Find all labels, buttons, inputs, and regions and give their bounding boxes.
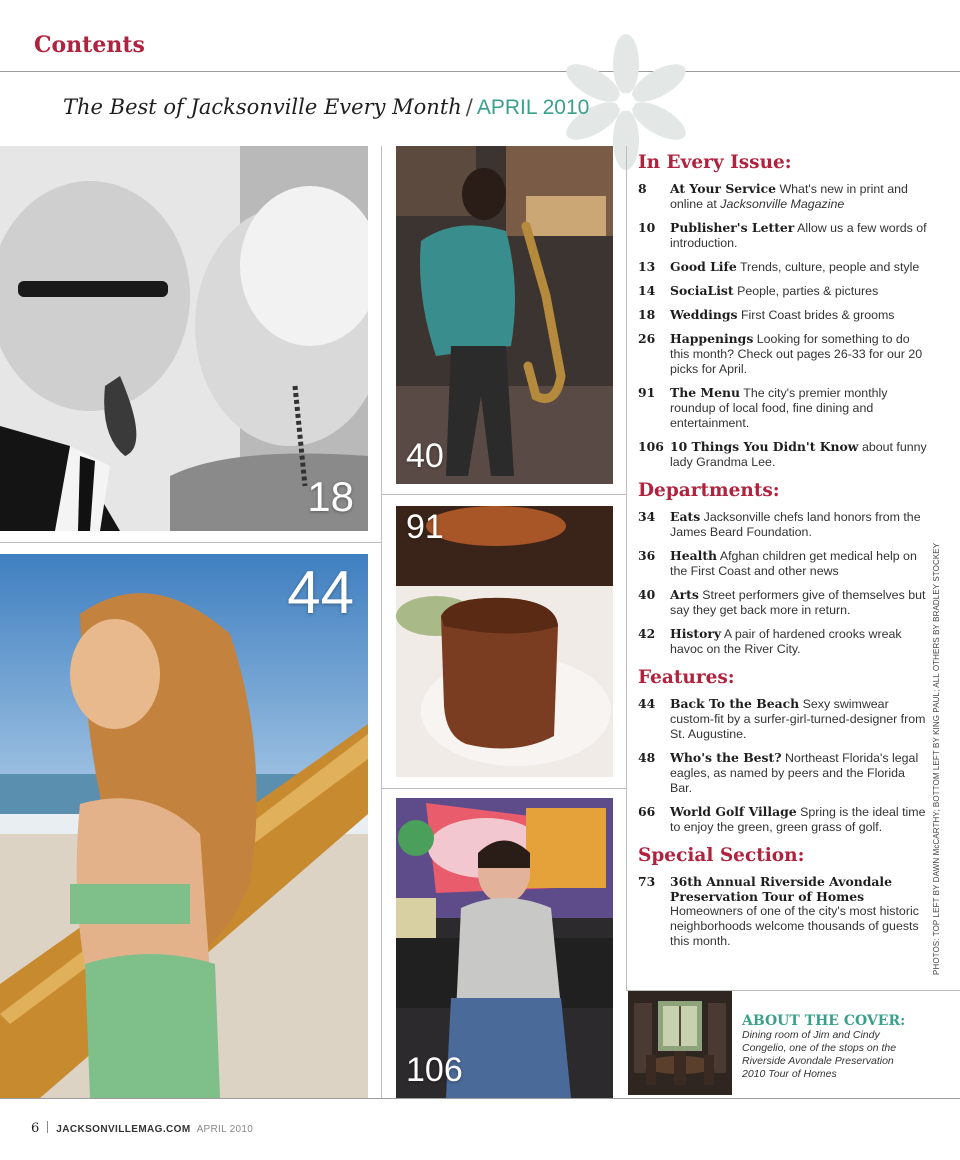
section-heading: Features: bbox=[638, 667, 735, 688]
saxophonist-image bbox=[396, 146, 613, 484]
toc-entry-title: Publisher's Letter bbox=[670, 220, 795, 235]
toc-entry[interactable] bbox=[638, 259, 928, 275]
toc-page-number: 44 bbox=[638, 696, 656, 711]
cover-thumbnail bbox=[628, 991, 732, 1095]
toc-entry[interactable] bbox=[638, 509, 928, 540]
photo-saxophonist[interactable] bbox=[396, 146, 613, 484]
toc-entry[interactable] bbox=[638, 874, 928, 949]
photo-couple[interactable] bbox=[0, 146, 368, 531]
toc-entry-title: 10 Things You Didn't Know bbox=[670, 439, 859, 454]
tagline-separator: / bbox=[465, 95, 473, 119]
toc-page-number: 14 bbox=[638, 283, 656, 298]
cover-heading: ABOUT THE COVER: bbox=[742, 1013, 906, 1029]
toc-entry-desc: Afghan children get medical help on the First Coast and other news bbox=[670, 549, 917, 578]
toc-entry[interactable] bbox=[638, 283, 928, 299]
photo-grid-divider bbox=[381, 494, 626, 495]
footer-divider bbox=[0, 1098, 960, 1099]
tagline-text: The Best of Jacksonville Every Month bbox=[63, 95, 462, 119]
photo-grid-divider bbox=[381, 146, 382, 1098]
about-the-cover[interactable] bbox=[626, 990, 960, 1098]
table-of-contents bbox=[638, 152, 928, 957]
toc-page-number: 40 bbox=[638, 587, 656, 602]
toc-entry[interactable] bbox=[638, 385, 928, 431]
toc-entry-title: History bbox=[670, 626, 722, 641]
issue-tagline bbox=[63, 95, 589, 120]
page-number-label: 40 bbox=[406, 437, 444, 475]
folio-page-number: 6 bbox=[31, 1121, 40, 1136]
page-number-label: 44 bbox=[287, 559, 354, 626]
toc-entry-title: The Menu bbox=[670, 385, 741, 400]
toc-page-number: 10 bbox=[638, 220, 656, 235]
photo-grandma[interactable] bbox=[396, 798, 613, 1098]
toc-entry[interactable] bbox=[638, 587, 928, 618]
toc-entry[interactable] bbox=[638, 626, 928, 657]
toc-entry-desc: Allow us a few words of introduction. bbox=[670, 221, 927, 250]
toc-entry-title: 36th Annual Riverside Avondale Preservation Tour of Homes bbox=[670, 874, 893, 904]
toc-entry-desc: about funny lady Grandma Lee. bbox=[670, 440, 927, 469]
toc-entry-desc: Jacksonville chefs land honors from the James Beard Foundation. bbox=[670, 510, 921, 539]
section-heading: In Every Issue: bbox=[638, 152, 792, 173]
toc-entry-title: Who's the Best? bbox=[670, 750, 782, 765]
photo-grid-divider bbox=[381, 788, 626, 789]
toc-entry-desc: Street performers give of themselves but say they get back more in return. bbox=[670, 588, 926, 617]
toc-entry-desc: A pair of hardened crooks wreak havoc on the River City. bbox=[670, 627, 902, 656]
toc-page-number: 91 bbox=[638, 385, 656, 400]
toc-page-number: 42 bbox=[638, 626, 656, 641]
toc-page-number: 48 bbox=[638, 750, 656, 765]
toc-entry-desc: People, parties & pictures bbox=[737, 284, 879, 298]
toc-page-number: 34 bbox=[638, 509, 656, 524]
page-number-label: 18 bbox=[307, 473, 354, 520]
toc-page-number: 8 bbox=[638, 181, 647, 196]
section-heading: Special Section: bbox=[638, 845, 805, 866]
toc-entry[interactable] bbox=[638, 181, 928, 212]
photo-steak[interactable] bbox=[396, 506, 613, 777]
toc-page-number: 73 bbox=[638, 874, 656, 889]
photo-credit: PHOTOS: TOP LEFT BY DAWN McCARTHY; BOTTOM LEFT BY KING PAUL; ALL OTHERS BY BRADLEY STOCKEY bbox=[932, 542, 941, 975]
toc-entry-title: World Golf Village bbox=[670, 804, 797, 819]
toc-entry-title: At Your Service bbox=[670, 181, 777, 196]
toc-entry[interactable] bbox=[638, 696, 928, 742]
toc-entry[interactable] bbox=[638, 804, 928, 835]
toc-page-number: 26 bbox=[638, 331, 656, 346]
toc-entry-title: Eats bbox=[670, 509, 701, 524]
toc-entry-title: Weddings bbox=[670, 307, 738, 322]
toc-page-number: 66 bbox=[638, 804, 656, 819]
toc-entry-desc: Homeowners of one of the city's most historic neighborhoods welcome thousands of guests this month. bbox=[670, 904, 919, 948]
toc-page-number: 18 bbox=[638, 307, 656, 322]
cover-caption: Dining room of Jim and Cindy Congelio, one of the stops on the Riverside Avondale Preservation 2010 Tour of Homes bbox=[742, 1029, 897, 1080]
toc-entry-title: Arts bbox=[670, 587, 699, 602]
page-number-label: 106 bbox=[406, 1051, 463, 1089]
toc-entry-title: Back To the Beach bbox=[670, 696, 800, 711]
toc-entry-title: Good Life bbox=[670, 259, 737, 274]
toc-page-number: 36 bbox=[638, 548, 656, 563]
website-link[interactable]: JACKSONVILLEMAG.COM bbox=[56, 1124, 191, 1135]
surfer-image bbox=[0, 554, 368, 1098]
toc-entry[interactable] bbox=[638, 548, 928, 579]
section-heading: Departments: bbox=[638, 480, 780, 501]
footer-separator bbox=[47, 1121, 48, 1133]
toc-entry[interactable] bbox=[638, 750, 928, 796]
issue-date: APRIL 2010 bbox=[476, 96, 590, 119]
footer-date: APRIL 2010 bbox=[196, 1124, 254, 1135]
toc-entry[interactable] bbox=[638, 307, 928, 323]
page-footer bbox=[31, 1121, 253, 1136]
toc-entry-desc: What's new in print and online at bbox=[670, 182, 908, 211]
toc-entry-title: Health bbox=[670, 548, 718, 563]
toc-entry-desc: First Coast brides & grooms bbox=[740, 308, 895, 322]
toc-entry-title: SociaList bbox=[670, 283, 734, 298]
toc-entry-desc: Northeast Florida's legal eagles, as named by peers and the Florida Bar. bbox=[670, 751, 919, 795]
toc-entry-desc: Sexy swimwear custom-fit by a surfer-girl-turned-designer from St. Augustine. bbox=[670, 697, 926, 741]
toc-entry-desc-italic: Jacksonville Magazine bbox=[720, 197, 845, 211]
toc-entry-desc: The city's premier monthly roundup of local food, fine dining and entertainment. bbox=[670, 386, 888, 430]
toc-entry-desc: Spring is the ideal time to enjoy the green, green grass of golf. bbox=[670, 805, 926, 834]
column-divider bbox=[626, 146, 627, 990]
toc-page-number: 13 bbox=[638, 259, 656, 274]
header-divider bbox=[0, 71, 960, 72]
photo-surfer[interactable] bbox=[0, 554, 368, 1098]
page-title: Contents bbox=[34, 32, 145, 58]
toc-page-number: 106 bbox=[638, 439, 664, 454]
dining-room-image bbox=[628, 991, 732, 1095]
toc-entry-desc: Trends, culture, people and style bbox=[739, 260, 920, 274]
toc-entry[interactable] bbox=[638, 220, 928, 251]
toc-entry-title: Happenings bbox=[670, 331, 754, 346]
toc-entry[interactable] bbox=[638, 331, 928, 377]
page-number-label: 91 bbox=[406, 508, 444, 546]
photo-grid-divider bbox=[0, 542, 381, 543]
toc-entry[interactable] bbox=[638, 439, 928, 470]
toc-entry-desc: Looking for something to do this month? Check out pages 26-33 for our 20 picks for April. bbox=[670, 332, 923, 376]
